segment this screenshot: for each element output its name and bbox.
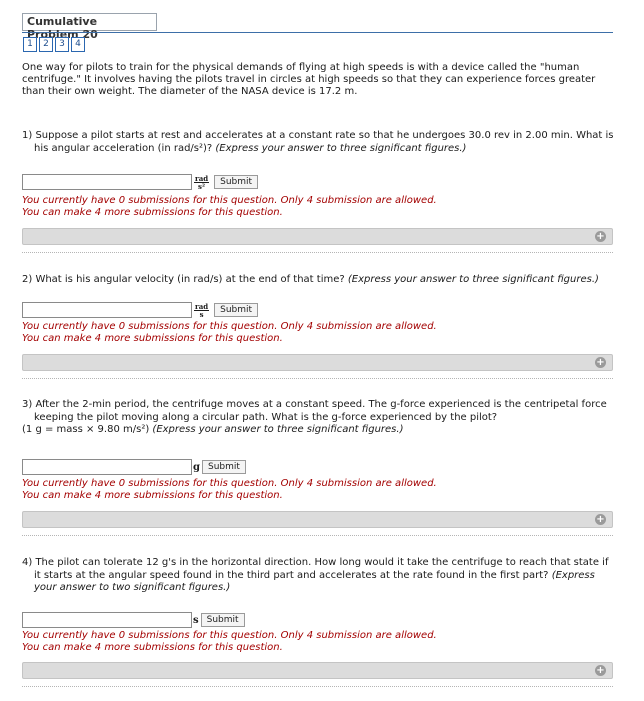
answer-row-2 xyxy=(22,302,258,318)
question-text: After the 2-min period, the centrifuge moves at a constant speed. The g-force experienced is the centripetal force keeping the pilot moving along a circular path. What is the g-force experienced by the pilot? xyxy=(34,399,607,423)
submission-count-text: You currently have 0 submissions for this question. Only 4 submission are allowed. xyxy=(22,478,437,489)
section-divider xyxy=(22,252,613,253)
page-link-3[interactable]: 3 xyxy=(55,37,69,52)
question-1 xyxy=(22,130,614,155)
submission-remaining-text: You can make 4 more submissions for this question. xyxy=(22,490,283,501)
question-text: What is his angular velocity (in rad/s) at the end of that time? xyxy=(35,274,345,285)
submission-status-2 xyxy=(22,321,437,345)
answer-input-3[interactable] xyxy=(22,459,192,475)
question-instruction: (Express your answer to three significant figures.) xyxy=(152,424,404,435)
submission-count-text: You currently have 0 submissions for this question. Only 4 submission are allowed. xyxy=(22,630,437,641)
question-instruction: (Express your answer to three significant figures.) xyxy=(347,274,599,285)
submit-button-2[interactable]: Submit xyxy=(214,303,258,317)
page-link-2[interactable]: 2 xyxy=(39,37,53,52)
hint-bar-2[interactable] xyxy=(22,354,613,371)
question-number: 2) xyxy=(22,274,33,285)
unit-label: $\frac{\text{rad}}{s}$ xyxy=(195,301,209,319)
problem-intro: One way for pilots to train for the physical demands of flying at high speeds is with a device called the "human centrifuge." It involves having the pilots travel in circles at high speeds so that they can experience forces greater than their own weight. The diameter of the NASA device is 17.2 m. xyxy=(22,62,596,97)
answer-input-4[interactable] xyxy=(22,612,192,628)
submission-count-text: You currently have 0 submissions for this question. Only 4 submission are allowed. xyxy=(22,321,437,332)
answer-input-2[interactable] xyxy=(22,302,192,318)
unit-label: s xyxy=(193,614,199,626)
plus-circle-icon[interactable]: + xyxy=(596,231,605,242)
submission-status-4 xyxy=(22,630,437,654)
problem-title: Cumulative Problem 20 xyxy=(22,13,157,31)
section-divider xyxy=(22,535,613,536)
question-text: Suppose a pilot starts at rest and accelerates at a constant rate so that he undergoes 30.0 rev in 2.00 min. What is his angular acceleration (in rad/s²)? xyxy=(34,130,614,154)
answer-row-4 xyxy=(22,612,245,628)
question-instruction: (Express your answer to three significant figures.) xyxy=(215,142,467,154)
submit-button-4[interactable]: Submit xyxy=(201,613,245,627)
question-number: 1) xyxy=(22,130,33,141)
question-2 xyxy=(22,274,614,287)
question-formula: (1 g = mass × 9.80 m/s²) xyxy=(22,424,150,435)
page-link-1[interactable]: 1 xyxy=(23,37,37,52)
question-3 xyxy=(22,399,614,437)
section-divider xyxy=(22,686,613,687)
submission-status-1 xyxy=(22,195,437,219)
answer-row-1 xyxy=(22,174,258,190)
unit-label: g xyxy=(193,461,200,473)
hint-bar-1[interactable] xyxy=(22,228,613,245)
plus-circle-icon[interactable]: + xyxy=(596,514,605,525)
submission-status-3 xyxy=(22,478,437,502)
section-divider xyxy=(22,378,613,379)
question-text: The pilot can tolerate 12 g's in the horizontal direction. How long would it take the centrifuge to reach that state if it starts at the angular speed found in the third part and accelerates at the rate found in the first part? xyxy=(34,557,609,581)
question-4 xyxy=(22,557,614,595)
question-instruction: (Express your answer to two significant figures.) xyxy=(34,569,595,593)
plus-circle-icon[interactable]: + xyxy=(596,665,605,676)
hint-bar-4[interactable] xyxy=(22,662,613,679)
plus-circle-icon[interactable]: + xyxy=(596,357,605,368)
submission-remaining-text: You can make 4 more submissions for this question. xyxy=(22,642,283,653)
submit-button-3[interactable]: Submit xyxy=(202,460,246,474)
submission-remaining-text: You can make 4 more submissions for this question. xyxy=(22,207,283,218)
hint-bar-3[interactable] xyxy=(22,511,613,528)
submit-button-1[interactable]: Submit xyxy=(214,175,258,189)
question-number: 3) xyxy=(22,399,33,410)
answer-row-3 xyxy=(22,459,246,475)
answer-input-1[interactable] xyxy=(22,174,192,190)
title-divider xyxy=(22,32,613,33)
submission-count-text: You currently have 0 submissions for this question. Only 4 submission are allowed. xyxy=(22,195,437,206)
question-number: 4) xyxy=(22,557,33,568)
part-pager xyxy=(23,37,87,52)
page-link-4[interactable]: 4 xyxy=(71,37,85,52)
unit-label: $\frac{\text{rad}}{\text{s²}}$ xyxy=(195,173,209,191)
submission-remaining-text: You can make 4 more submissions for this question. xyxy=(22,333,283,344)
